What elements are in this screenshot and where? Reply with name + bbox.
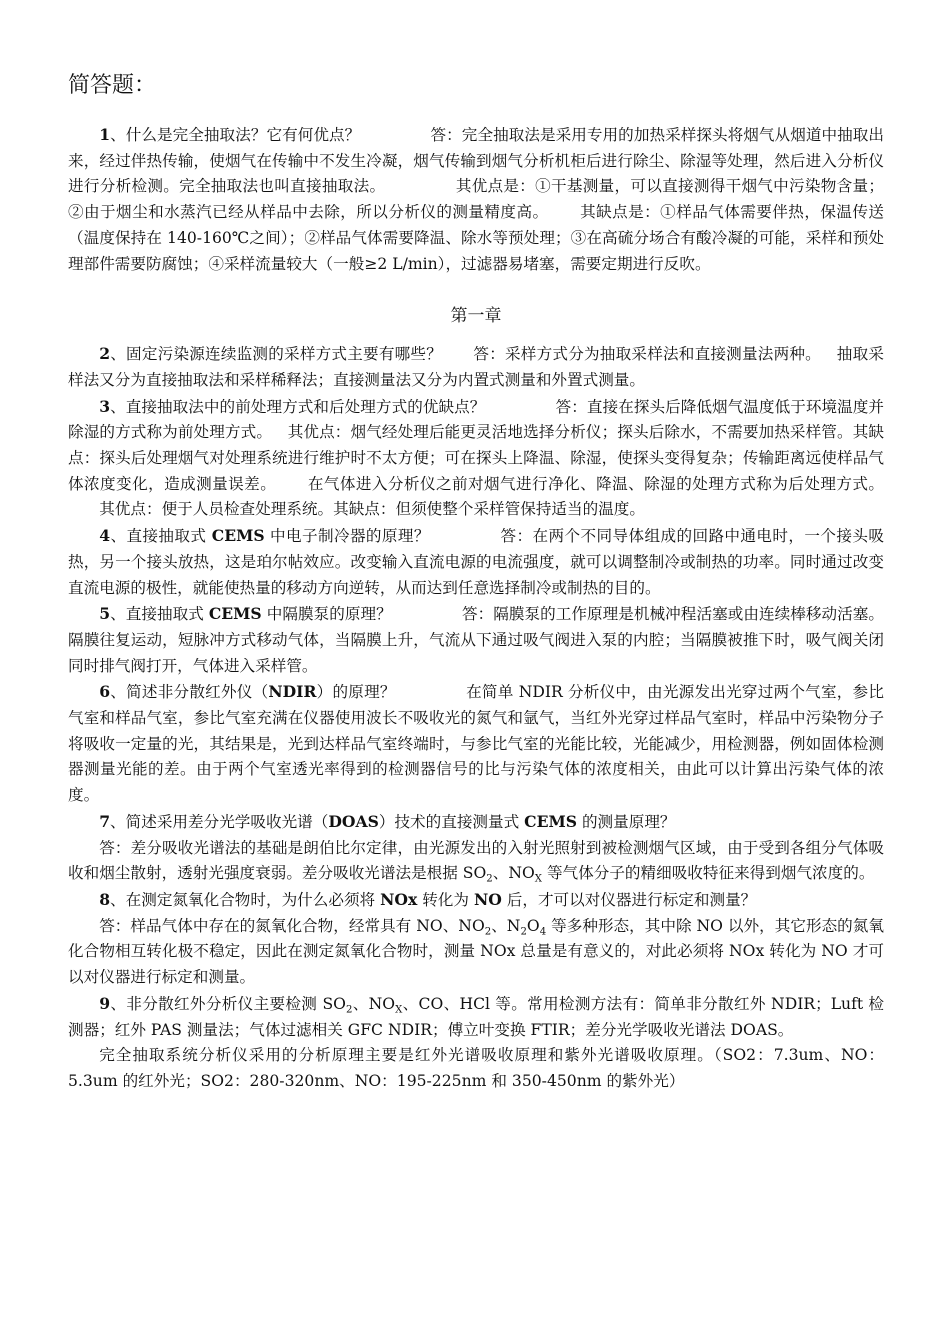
question-8 bbox=[68, 887, 884, 914]
question-1 bbox=[68, 122, 884, 277]
subscript: 2 bbox=[484, 926, 492, 938]
question-term: CEMS bbox=[208, 604, 262, 624]
answer-text-2: 抽取采样法又分为直接抽取法和采样稀释法；直接测量法又分为内置式测量和外置式测量。 bbox=[68, 345, 884, 389]
question-number: 4 bbox=[99, 526, 111, 546]
answer-text-mid: 、N bbox=[491, 916, 521, 935]
answer-text: 答：差分吸收光谱法的基础是朗伯比尔定律，由光源发出的入射光照射到被检测烟气区域，由于受到各组分气体吸收和烟尘散射，透射光强度衰弱。差分吸收光谱法是根据 SO bbox=[68, 838, 884, 883]
question-text: 、在测定氮氧化合物时，为什么必须将 bbox=[110, 890, 381, 909]
question-3 bbox=[68, 394, 884, 524]
question-4 bbox=[68, 523, 884, 601]
question-number: 7 bbox=[99, 811, 111, 831]
question-number: 5 bbox=[99, 604, 111, 624]
question-text: 、直接抽取法中的前处理方式和后处理方式的优缺点？ bbox=[110, 397, 486, 416]
answer-advantages: 其优点是：①干基测量，可以直接测得干烟气中污染物含量；②由于烟尘和水蒸汽已经从样品中去除，所以分析仪的测量精度高。 bbox=[68, 177, 884, 222]
question-text-mid: 转化为 bbox=[417, 890, 474, 909]
question-term: DOAS bbox=[328, 811, 379, 831]
question-text: 、非分散红外分析仪主要检测 SO bbox=[110, 994, 346, 1013]
question-term-2: NO bbox=[473, 889, 502, 909]
question-9 bbox=[68, 991, 884, 1043]
answer-text-3: 在气体进入分析仪之前对烟气进行净化、降温、除湿的处理方式称为后处理方式。 bbox=[307, 474, 884, 493]
page-heading: 简答题： bbox=[68, 73, 157, 98]
answer-text-end: 等多种形态，其中除 NO 以外，其它形态的氮氧化合物相互转化极不稳定，因此在测定氮氧化合物时，测量 NOx 总量是有意义的，对此必须将 NOx 转化为 NO 才可以对仪器进行标定和测量。 bbox=[68, 916, 884, 987]
question-number: 6 bbox=[99, 682, 111, 702]
question-text-end: 的测量原理？ bbox=[576, 812, 676, 831]
question-text-end: 、CO、HCl 等。常用检测方法有：简单非分散红外 NDIR；Luft 检测器；红外 PAS 测量法；气体过滤相关 GFC NDIR；傅立叶变换 FTIR；差分光学吸收光谱法 DOAS。 bbox=[68, 994, 884, 1039]
subscript: 4 bbox=[539, 926, 547, 938]
question-number: 1 bbox=[99, 125, 111, 144]
question-text: 、什么是完全抽取法？它有何优点？ bbox=[110, 126, 361, 144]
answer-text: 答：直接在探头后降低烟气温度低于环境温度并除湿的方式称为前处理方式。 bbox=[68, 397, 884, 442]
subscript: 2 bbox=[486, 873, 493, 885]
answer-text-mid-2: O bbox=[526, 916, 540, 935]
question-text-end: 中电子制冷器的原理？ bbox=[264, 527, 430, 546]
question-5 bbox=[68, 601, 884, 679]
answer-7 bbox=[68, 836, 884, 887]
answer-text: 答：隔膜泵的工作原理是机械冲程活塞或由连续棒移动活塞。隔膜往复运动，短脉冲方式移动气体，当隔膜上升，气流从下通过吸气阀进入泵的内腔；当隔膜被推下时，吸气阀关闭同时排气阀打开，气体进入采样管。 bbox=[68, 605, 884, 675]
subscript: 2 bbox=[520, 926, 527, 938]
question-text-end: 中隔膜泵的原理？ bbox=[261, 605, 392, 624]
answer-text: 答：采样方式分为抽取采样法和直接测量法两种。 bbox=[473, 345, 821, 364]
question-number: 3 bbox=[99, 396, 111, 416]
question-term: CEMS bbox=[211, 526, 265, 546]
question-number: 9 bbox=[99, 993, 111, 1013]
question-text-end: 后，才可以对仪器进行标定和测量？ bbox=[501, 890, 757, 909]
answer-text-4: 其优点：便于人员检查处理系统。其缺点：但须使整个采样管保持适当的温度。 bbox=[99, 500, 645, 519]
question-2 bbox=[68, 341, 884, 393]
question-6 bbox=[68, 679, 884, 809]
question-text-mid: ）技术的直接测量式 bbox=[378, 812, 525, 831]
chapter-title: 第一章 bbox=[450, 306, 502, 327]
question-7 bbox=[68, 809, 884, 836]
question-number: 2 bbox=[99, 344, 111, 364]
question-text: 、直接抽取式 bbox=[110, 527, 212, 546]
question-text: 、直接抽取式 bbox=[110, 605, 209, 624]
answer-text: 答：在两个不同导体组成的回路中通电时，一个接头吸热，另一个接头放热，这是珀尔帖效应。改变输入直流电源的电流强度，就可以调整制冷或制热的功率。同时通过改变直流电源的极性，就能使热量的移动方向逆转，从而达到任意选择制冷或制热的目的。 bbox=[68, 527, 884, 597]
question-term: NDIR bbox=[268, 682, 317, 702]
answer-text: 在简单 NDIR 分析仪中，由光源发出光穿过两个气室，参比气室和样品气室，参比气室充满在仪器使用波长不吸收光的氮气和氩气，当红外光穿过样品气室时，样品中污染物分子将吸收一定量的光，其结果是，光到达样品气室终端时，与参比气室的光能比较，光能减少，用检测器，例如固体检测器测量光能的差。由于两个气室透光率得到的检测器信号的比与污染气体的浓度相关，由此可以计算出污染气体的浓度。 bbox=[68, 683, 884, 805]
subscript: X bbox=[534, 873, 542, 885]
extra-paragraph: 完全抽取系统分析仪采用的分析原理主要是红外光谱吸收原理和紫外光谱吸收原理。（SO2：7.3um、NO：5.3um 的红外光；SO2：280-320nm、NO：195-225nm 和 350-450nm 的紫外光） bbox=[68, 1046, 884, 1090]
answer-disadvantages: 其缺点是：①样品气体需要伴热，保温传送（温度保持在 140-160℃之间）；②样品气体需要降温、除水等预处理；③在高硫分场合有酸冷凝的可能，采样和预处理部件需要防腐蚀；④采样流量较大（一般≥2 L/min），过滤器易堵塞，需要定期进行反吹。 bbox=[68, 203, 884, 273]
question-term-2: CEMS bbox=[524, 811, 577, 831]
question-text: 、固定污染源连续监测的采样方式主要有哪些？ bbox=[110, 345, 443, 364]
answer-text: 答：样品气体中存在的氮氧化合物，经常具有 NO、NO bbox=[99, 916, 485, 935]
subscript: 2 bbox=[345, 1004, 353, 1016]
answer-text-end: 等气体分子的精细吸收特征来得到烟气浓度的。 bbox=[541, 864, 875, 883]
question-text-mid: 、NO bbox=[352, 994, 396, 1013]
question-text-end: ）的原理？ bbox=[316, 683, 396, 702]
question-text: 、简述采用差分光学吸收光谱（ bbox=[110, 812, 329, 831]
subscript: X bbox=[395, 1004, 403, 1016]
question-number: 8 bbox=[99, 889, 111, 909]
answer-text-2: 其优点：烟气经处理后能更灵活地选择分析仪；探头后除水，不需要加热采样管。其缺点：探头后处理烟气对处理系统进行维护时不太方便；可在探头上降温、除湿，使探头变得复杂；传输距离远使样品气体浓度变化，造成测量误差。 bbox=[68, 423, 884, 493]
question-text: 、简述非分散红外仪（ bbox=[110, 683, 269, 702]
answer-8 bbox=[68, 914, 884, 991]
question-term: NOx bbox=[380, 889, 418, 909]
answer-text: 答：完全抽取法是采用专用的加热采样探头将烟气从烟道中抽取出来，经过伴热传输，使烟气在传输中不发生冷凝，烟气传输到烟气分析机柜后进行除尘、除湿等处理，然后进入分析仪进行分析检测。完全抽取法也叫直接抽取法。 bbox=[68, 126, 884, 196]
answer-text-mid: 、NO bbox=[492, 864, 535, 883]
